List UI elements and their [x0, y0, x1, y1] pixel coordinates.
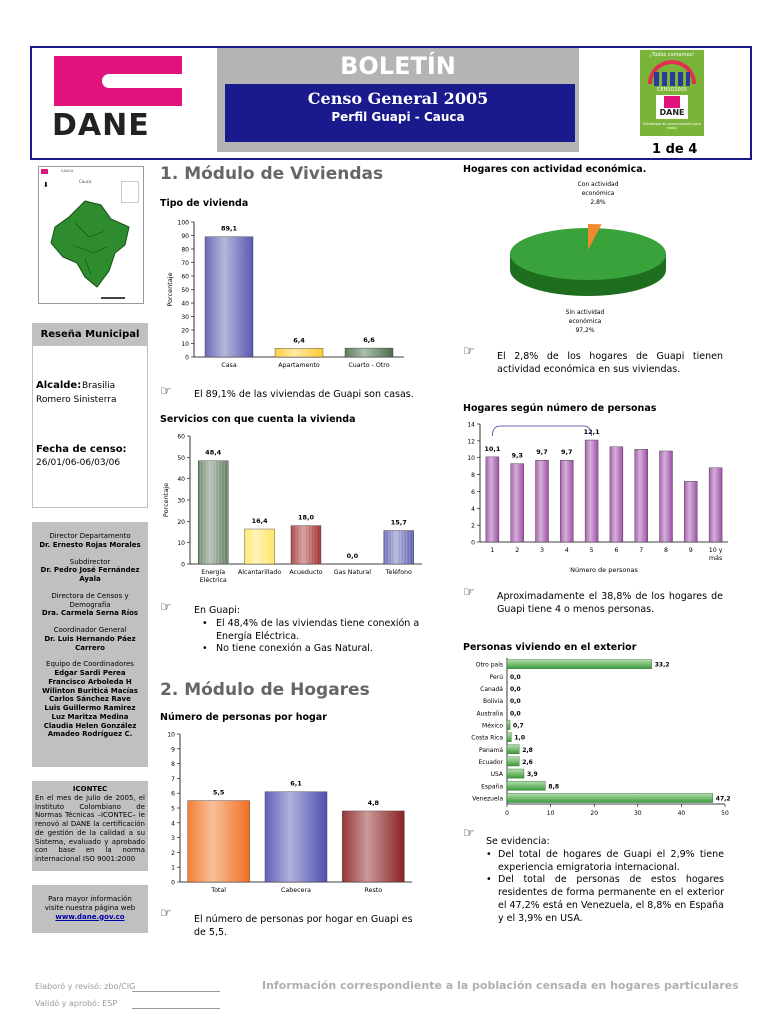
y-tick-label: Australia	[476, 710, 503, 718]
y-tick-label: 7	[171, 775, 175, 783]
footer-info: Información correspondiente a la población censada en hogares particulares	[262, 979, 739, 992]
bar	[507, 660, 652, 669]
slice-label: 97,2%	[575, 327, 595, 334]
y-tick-label: 4	[471, 505, 475, 513]
dane-logo-text: DANE	[52, 108, 150, 143]
x-tick-label: 20	[590, 810, 599, 817]
title-block	[217, 48, 579, 152]
y-tick-label: 0	[471, 539, 475, 547]
bar	[384, 531, 414, 564]
x-tick-label: 5	[589, 547, 594, 554]
y-tick-label: 8	[171, 761, 175, 769]
note-exterior	[486, 836, 724, 926]
data-label: 9,3	[511, 451, 523, 460]
y-tick-label: 0	[185, 354, 189, 362]
staff-item	[32, 592, 148, 618]
badge-year: CENSO2005	[656, 87, 688, 93]
bar	[291, 526, 321, 564]
y-tick-label: Costa Rica	[471, 734, 503, 742]
staff-role: Subdirector	[69, 557, 111, 566]
pointing-hand-icon: ☞	[160, 384, 172, 399]
x-tick-label: Gas Natural	[333, 569, 372, 576]
coord-name: Francisco Arboleda H	[48, 677, 132, 686]
data-label: 1,0	[514, 734, 526, 742]
y-tick-label: España	[481, 783, 503, 791]
y-axis-label: Porcentaje	[166, 272, 174, 307]
census-subtitle: Censo General 2005	[307, 89, 489, 108]
y-tick-label: Panamá	[478, 746, 503, 754]
x-tick-label: 30	[633, 810, 642, 817]
map-caption: Cauca	[79, 179, 92, 184]
x-tick-label: 3	[539, 547, 545, 554]
map-north-icon: ⬇	[43, 181, 49, 189]
note-servicios-intro: En Guapi:	[194, 605, 241, 616]
staff-item	[32, 532, 148, 550]
coord-name: Luis Guillermo Ramirez	[44, 704, 136, 712]
bar	[660, 451, 673, 542]
footer-line	[132, 1008, 220, 1009]
y-tick-label: 30	[177, 497, 185, 505]
note-casas: El 89,1% de las viviendas de Guapi son casas.	[194, 389, 414, 400]
data-label: 9,7	[561, 448, 573, 457]
x-tick-label: Cuarto - Otro	[348, 362, 390, 369]
website-link[interactable]: www.dane.gov.co	[55, 912, 125, 921]
y-tick-label: 50	[177, 454, 185, 462]
y-tick-label: 1	[171, 864, 175, 872]
bar	[188, 801, 250, 882]
bar	[198, 461, 228, 564]
coord-name: Edgar Sardi Perea	[54, 669, 126, 677]
info-text: Para mayor información visite nuestra página web	[44, 895, 136, 912]
dane-logo	[52, 54, 188, 154]
x-tick-label: 40	[677, 810, 686, 817]
y-tick-label: 50	[181, 287, 189, 294]
alcalde-label: Alcalde:	[36, 380, 82, 391]
chart-servicios	[160, 428, 425, 588]
note-exterior-bullet: Del total de personas de estos hogares residentes de forma permanente en el exterior el 47,2% está en Venezuela, el 8,8% en España y el 3,9% en USA.	[498, 874, 724, 924]
y-tick-label: 0	[171, 879, 175, 887]
chart-tipo-vivienda	[160, 212, 420, 374]
bar	[507, 745, 519, 754]
staff-name: Dra. Carmela Serna Ríos	[41, 609, 139, 618]
header	[30, 46, 752, 160]
map-panel	[38, 166, 144, 304]
y-tick-label: 2	[471, 522, 475, 530]
icontec-panel	[32, 781, 148, 871]
note-servicios-bullet: El 48,4% de las viviendas tiene conexión a Energía Eléctrica.	[216, 617, 420, 642]
y-tick-label: 40	[181, 300, 189, 308]
bar	[560, 460, 573, 542]
x-tick-label: 9	[688, 547, 693, 554]
y-tick-label: Ecuador	[478, 758, 503, 766]
x-tick-label: Casa	[221, 362, 237, 369]
chart-hogares-personas	[463, 416, 728, 580]
staff-role: Coordinador General	[53, 626, 127, 634]
y-tick-label: 40	[177, 476, 185, 484]
y-tick-label: Canadá	[480, 685, 503, 693]
bar	[342, 811, 404, 882]
coord-name: Claudia Helen González	[43, 721, 137, 730]
y-tick-label: 6	[471, 488, 475, 496]
bar	[684, 481, 697, 542]
pointing-hand-icon: ☞	[160, 906, 172, 921]
y-tick-label: 10	[181, 341, 189, 348]
chart-title-actividad: Hogares con actividad económica.	[463, 164, 647, 175]
slice-label: Con actividad	[577, 181, 619, 188]
x-tick-label: 8	[663, 547, 669, 554]
footer-valido: Validó y aprobó: ESP	[35, 999, 118, 1008]
data-label: 9,7	[536, 448, 548, 457]
boletin-title: BOLETÍN	[340, 52, 456, 80]
profile-subtitle: Perfil Guapi - Cauca	[331, 110, 465, 124]
chart-title-servicios: Servicios con que cuenta la vivienda	[160, 414, 356, 425]
bar	[507, 769, 524, 778]
y-tick-label: 4	[171, 820, 175, 828]
y-tick-label: 10	[177, 540, 185, 548]
slice-label: económica	[568, 318, 602, 325]
chart-actividad-economica	[463, 174, 728, 338]
bar	[507, 720, 510, 729]
note-personas-hogar: El número de personas por hogar en Guapi es de 5,5.	[194, 914, 413, 938]
section-2-title: 2. Módulo de Hogares	[160, 680, 370, 700]
coord-name: Carlos Sánchez Rave	[49, 695, 131, 704]
x-tick-label: Cabecera	[281, 887, 311, 894]
resena-panel	[32, 323, 148, 508]
y-tick-label: 60	[177, 433, 185, 441]
x-tick-label: Total	[211, 887, 227, 894]
list-item: • Del total de personas de estos hogares residentes de forma permanente en el exterior el 47,2% está en Venezuela, el 8,8% en España y el 3,9% en USA.	[486, 874, 724, 924]
y-tick-label: 80	[181, 246, 189, 254]
data-label: 0,7	[513, 722, 524, 730]
x-tick-label: 0	[505, 810, 509, 817]
slice-label: económica	[581, 190, 615, 197]
data-label: 6,4	[293, 336, 305, 345]
data-label: 8,8	[548, 783, 560, 791]
slice-label: Sin actividad	[565, 309, 605, 316]
cauca-map-shape	[45, 197, 137, 293]
staff-item	[32, 558, 148, 584]
bar	[245, 529, 275, 564]
bar	[507, 757, 519, 766]
data-label: 0,0	[510, 673, 521, 681]
data-label: 0,0	[346, 552, 359, 560]
note-servicios	[194, 605, 420, 656]
staff-panel	[32, 522, 148, 767]
x-tick-label: 1	[490, 547, 495, 554]
map-scale-bar	[101, 297, 125, 299]
data-label: 15,7	[390, 518, 407, 527]
data-label: 0,0	[510, 685, 521, 693]
data-label: 89,1	[220, 224, 238, 233]
x-tick-label: 7	[639, 547, 644, 554]
data-label: 48,4	[205, 448, 222, 457]
map-title: CAUCA	[61, 169, 74, 173]
bar	[610, 447, 623, 542]
x-tick-label: Energía	[201, 569, 226, 576]
badge-bottom-text: Estrategia de comunicación para todos	[643, 122, 701, 130]
list-item: • Del total de hogares de Guapi el 2,9% tiene experiencia emigratoria internacional.	[486, 848, 724, 873]
y-tick-label: 14	[467, 421, 475, 429]
slice-label: 2,8%	[590, 199, 606, 206]
y-tick-label: 10	[467, 455, 475, 463]
note-hogares-personas: Aproximadamente el 38,8% de los hogares de Guapi tiene 4 o menos personas.	[497, 591, 723, 615]
coord-name: Amadeo Rodríguez C.	[47, 730, 133, 739]
staff-name: Dr. Ernesto Rojas Morales	[39, 540, 141, 549]
badge-people-icon	[654, 72, 690, 86]
staff-role: Director Departamento	[49, 532, 131, 540]
x-axis-label: Número de personas	[570, 566, 638, 574]
pointing-hand-icon: ☞	[463, 585, 475, 600]
staff-name: Dr. Luis Hernando Páez Carrero	[44, 634, 136, 652]
bar	[205, 237, 253, 357]
y-tick-label: USA	[490, 771, 503, 779]
pointing-hand-icon: ☞	[160, 600, 172, 615]
data-label: 5,5	[212, 788, 225, 797]
y-tick-label: 9	[171, 746, 175, 754]
y-tick-label: 30	[181, 314, 189, 321]
y-tick-label: 12	[467, 438, 475, 446]
coordinators	[32, 660, 148, 739]
staff-role: Directora de Censos y Demografía	[51, 591, 129, 609]
x-tick-label: 4	[564, 547, 569, 554]
census-badge	[640, 50, 704, 136]
pointing-hand-icon: ☞	[463, 344, 475, 359]
bar	[265, 792, 327, 882]
data-label: 18,0	[297, 513, 315, 522]
bar	[507, 781, 545, 790]
coord-name: Wilinton Buriticá Macías	[42, 686, 138, 695]
y-tick-label: 70	[181, 260, 189, 267]
badge-logo-mark	[664, 96, 680, 108]
bar	[511, 464, 524, 542]
bar	[709, 468, 722, 542]
data-label: 3,9	[527, 771, 538, 779]
x-tick-label: 6	[614, 547, 619, 554]
note-actividad: El 2,8% de los hogares de Guapi tienen actividad económica en sus viviendas.	[497, 351, 723, 375]
y-tick-label: 8	[471, 472, 475, 480]
note-exterior-bullet: Del total de hogares de Guapi el 2,9% tiene experiencia emigratoria internacional.	[498, 848, 724, 873]
data-label: 0,0	[510, 698, 521, 706]
data-label: 2,6	[522, 758, 533, 766]
data-label: 12,1	[583, 428, 600, 437]
x-tick-label: Acueducto	[289, 569, 323, 576]
x-tick-label: Resto	[364, 887, 383, 894]
x-tick-label: 50	[721, 810, 729, 817]
page-number: 1 de 4	[652, 142, 698, 157]
chart-title-exterior: Personas viviendo en el exterior	[463, 642, 637, 653]
badge-brand: DANE	[659, 108, 685, 117]
badge-top-text: ¡Todos contamos!	[649, 52, 695, 58]
y-tick-label: 10	[167, 731, 175, 739]
y-tick-label: 5	[171, 805, 175, 813]
y-tick-label: 2	[171, 849, 175, 857]
y-tick-label: Perú	[489, 673, 503, 681]
y-tick-label: 0	[181, 561, 185, 569]
chart-personas-hogar	[160, 726, 425, 904]
y-tick-label: 20	[177, 518, 185, 526]
data-label: 0,0	[510, 710, 521, 718]
x-tick-label: 2	[515, 547, 520, 554]
coord-title: Equipo de Coordinadores	[46, 660, 134, 669]
y-tick-label: México	[482, 722, 503, 730]
data-label: 33,2	[654, 661, 670, 669]
x-tick-label: Teléfono	[385, 569, 412, 576]
data-label: 6,6	[363, 336, 375, 345]
info-panel	[32, 885, 148, 933]
bar	[275, 348, 323, 357]
x-tick-label: Apartamento	[278, 362, 320, 369]
pointing-hand-icon: ☞	[463, 826, 475, 841]
y-tick-label: Otro país	[475, 661, 503, 669]
staff-name: Dr. Pedro José Fernández Ayala	[40, 566, 140, 583]
chart-title-personas-hogar: Número de personas por hogar	[160, 712, 327, 723]
coord-name: Luz Maritza Medina	[51, 712, 129, 721]
icontec-title: ICONTEC	[72, 785, 108, 793]
bracket	[492, 426, 591, 436]
y-axis-label: Porcentaje	[162, 482, 170, 518]
y-tick-label: Venezuela	[472, 795, 503, 803]
data-label: 4,8	[367, 798, 380, 807]
y-tick-label: 3	[171, 835, 175, 843]
y-tick-label: 20	[181, 327, 189, 335]
bar	[486, 457, 499, 542]
alcalde-name: Brasilia	[82, 381, 116, 391]
bar	[536, 460, 549, 542]
bar	[507, 793, 713, 802]
chart-title-hogares-personas: Hogares según número de personas	[463, 403, 657, 414]
section-1-title: 1. Módulo de Viviendas	[160, 164, 384, 184]
data-label: 6,1	[290, 779, 302, 788]
list-item: • El 48,4% de las viviendas tiene conexión a Energía Eléctrica.	[202, 617, 420, 642]
note-servicios-bullet: No tiene conexión a Gas Natural.	[216, 643, 373, 655]
data-label: 16,4	[251, 517, 268, 526]
y-tick-label: 100	[177, 219, 189, 227]
footer-line	[132, 991, 220, 992]
resena-title: Reseña Municipal	[40, 329, 140, 340]
footer-elaboro: Elaboró y revisó: zbo/CIG	[35, 982, 136, 991]
map-flag-icon	[41, 169, 48, 174]
x-tick-label: 10	[546, 810, 555, 817]
x-tick-label: Eléctrica	[199, 577, 227, 584]
y-tick-label: Bolivia	[482, 698, 503, 706]
icontec-text: En el mes de julio de 2005, el Instituto Colombiano de Normas Técnicas –ICONTEC– le renovó al DANE la certificación de gestión de la calidad a su Sistema, evaluado y aprobado con base en la norma internacional ISO 9001:2000	[35, 793, 145, 863]
bar	[585, 440, 598, 542]
fecha-label: Fecha de censo:	[36, 444, 127, 455]
chart-exterior	[463, 656, 731, 822]
y-tick-label: 90	[181, 233, 189, 240]
bar	[635, 449, 648, 542]
y-tick-label: 60	[181, 273, 189, 281]
bar	[345, 348, 393, 357]
data-label: 10,1	[484, 444, 501, 453]
x-tick-label: 10 y	[708, 547, 723, 554]
alcalde-name-2: Romero Sinisterra	[36, 395, 117, 405]
list-item: • No tiene conexión a Gas Natural.	[194, 643, 420, 656]
data-label: 2,8	[522, 746, 533, 754]
x-tick-label: Alcantarillado	[237, 569, 282, 576]
chart-title-tipo: Tipo de vivienda	[160, 198, 249, 209]
x-tick-label: más	[708, 555, 723, 562]
fecha-value: 26/01/06-06/03/06	[36, 458, 121, 468]
staff-item	[32, 626, 148, 652]
note-exterior-intro: Se evidencia:	[486, 836, 550, 847]
data-label: 47,2	[715, 795, 731, 803]
bar	[507, 733, 511, 742]
y-tick-label: 6	[171, 790, 175, 798]
